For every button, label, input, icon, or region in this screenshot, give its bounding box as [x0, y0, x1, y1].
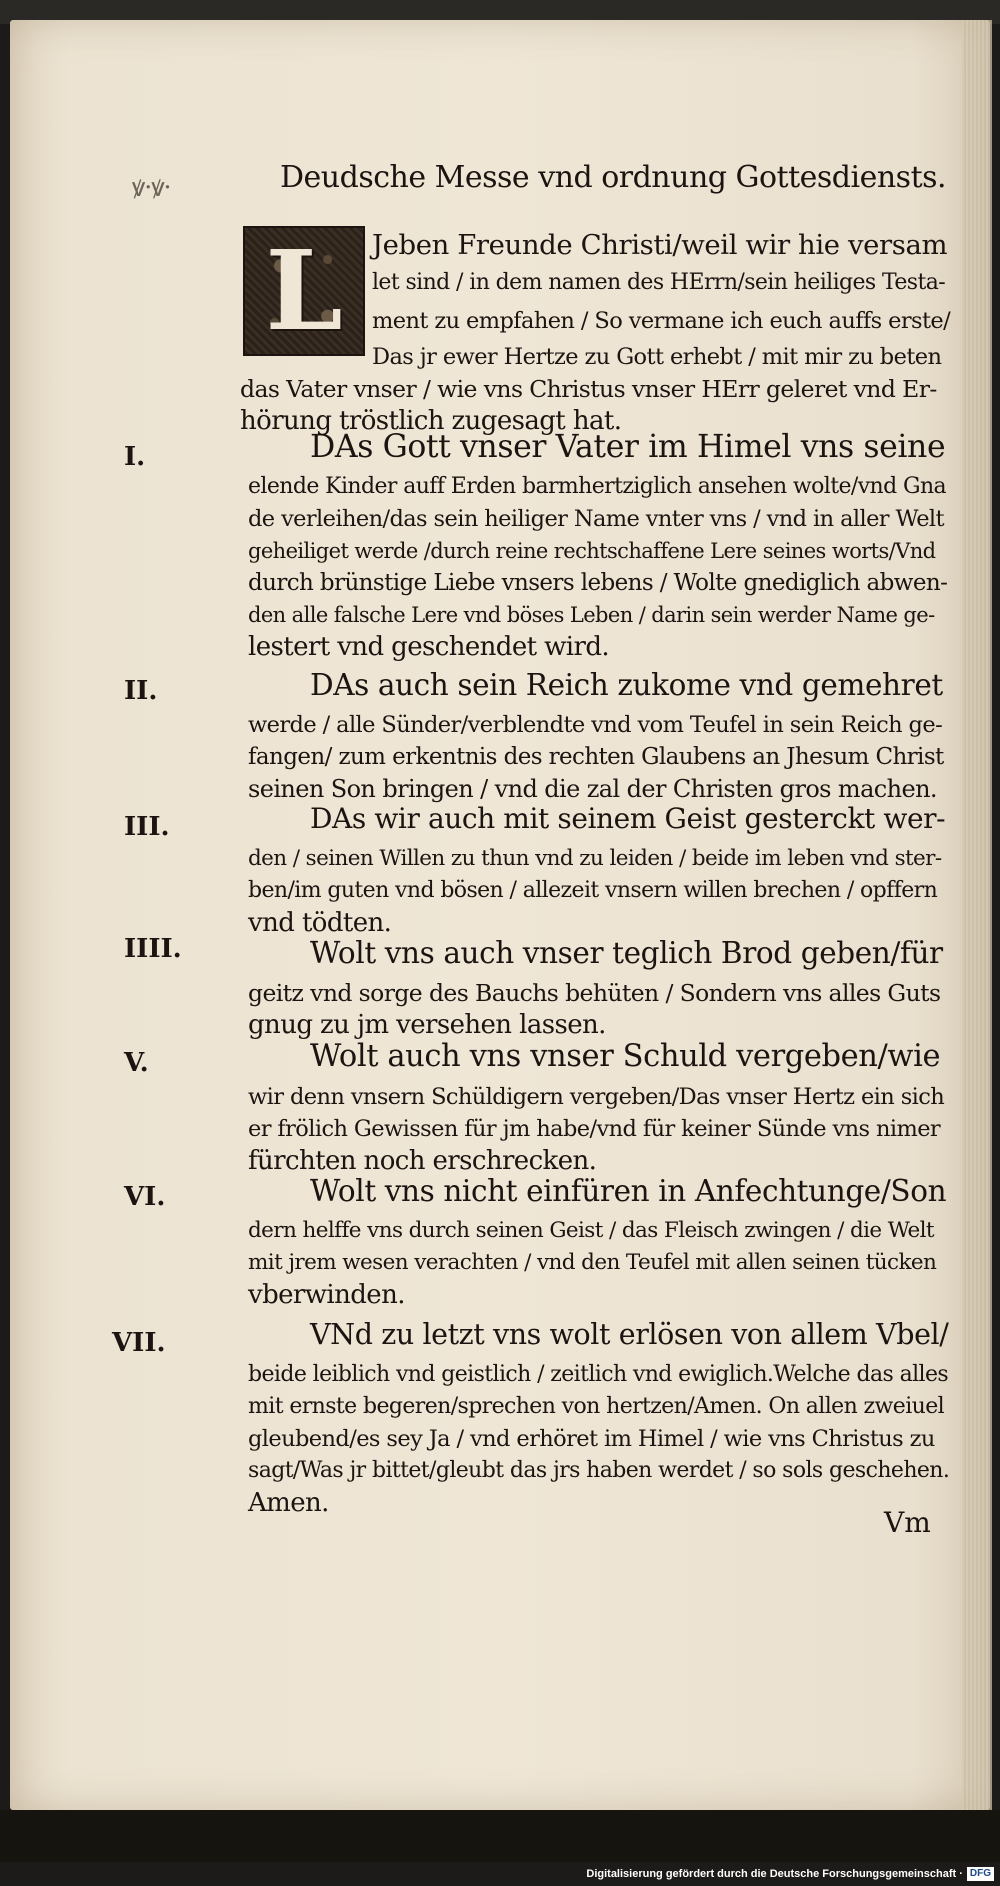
petition-numeral: VII.: [112, 1328, 166, 1358]
petition-line: geheiliget werde /durch reine rechtschaffene Lere seines worts/Vnd: [248, 539, 936, 563]
petition-line: ben/im guten vnd bösen / allezeit vnsern willen brechen / opffern: [248, 878, 938, 903]
petition-line: werde / alle Sünder/verblendte vnd vom Teufel in sein Reich ge-: [248, 712, 943, 738]
petition-numeral: III.: [124, 812, 170, 842]
petition-line: den / seinen Willen zu thun vnd zu leiden / beide im leben vnd ster-: [248, 846, 942, 871]
petition-line: sagt/Was jr bittet/gleubt das jrs haben werdet / so sols geschehen.: [248, 1458, 950, 1483]
page-title: Deudsche Messe vnd ordnung Gottesdiensts.: [280, 160, 947, 195]
intro-line: Jeben Freunde Christi/weil wir hie versam: [372, 229, 948, 261]
intro-line: das Vater vnser / wie vns Christus vnser HErr geleret vnd Er-: [240, 375, 937, 403]
petition-line: DAs Gott vnser Vater im Himel vns seine: [310, 429, 946, 465]
petition-line: vberwinden.: [248, 1280, 405, 1310]
dfg-logo: DFG: [967, 1867, 994, 1881]
credit-text: Digitalisierung gefördert durch die Deutsche Forschungsgemeinschaft ·: [586, 1868, 963, 1880]
petition-line: VNd zu letzt vns wolt erlösen von allem Vbel/: [310, 1318, 949, 1351]
intro-line: let sind / in dem namen des HErrn/sein heiliges Testa-: [372, 270, 946, 295]
petition-line: mit jrem wesen verachten / vnd den Teufel mit allen seinen tücken: [248, 1250, 937, 1275]
petition-line: wir denn vnsern Schüldigern vergeben/Das vnser Hertz ein sich: [248, 1084, 945, 1110]
petition-line: geitz vnd sorge des Bauchs behüten / Sondern vns alles Guts: [248, 979, 941, 1007]
petition-numeral: VI.: [124, 1182, 166, 1212]
petition-line: den alle falsche Lere vnd böses Leben / darin sein werder Name ge-: [248, 603, 935, 627]
petition-line: fürchten noch erschrecken.: [248, 1146, 597, 1176]
petition-numeral: II.: [124, 676, 158, 706]
petition-line: gleubend/es sey Ja / vnd erhöret im Himel / wie vns Christus zu: [248, 1426, 935, 1452]
petition-line: DAs auch sein Reich zukome vnd gemehret: [310, 668, 943, 702]
petition-line: beide leiblich vnd geistlich / zeitlich vnd ewiglich.Welche das alles: [248, 1362, 949, 1387]
petition-line: Wolt auch vns vnser Schuld vergeben/wie: [310, 1039, 941, 1074]
petition-line: lestert vnd geschendet wird.: [248, 632, 610, 662]
intro-line: ment zu empfahen / So vermane ich euch auffs erste/: [372, 308, 951, 334]
petition-line: fangen/ zum erkentnis des rechten Glaubens an Jhesum Christ: [248, 744, 944, 770]
intro-line: Das jr ewer Hertze zu Gott erhebt / mit mir zu beten: [372, 344, 942, 370]
digitization-credit: [586, 1864, 994, 1884]
petition-numeral: V.: [124, 1048, 149, 1078]
petition-line: elende Kinder auff Erden barmhertziglich ansehen wolte/vnd Gna: [248, 474, 947, 499]
petition-line: de verleihen/das sein heiliger Name vnter vns / vnd in aller Welt: [248, 506, 944, 532]
petition-numeral: IIII.: [124, 934, 182, 964]
petition-line: dern helffe vns durch seinen Geist / das Fleisch zwingen / die Welt: [248, 1218, 934, 1243]
petition-line: er frölich Gewissen für jm habe/vnd für keiner Sünde vns nimer: [248, 1116, 941, 1142]
petition-numeral: I.: [124, 442, 146, 472]
petition-line: vnd tödten.: [248, 908, 392, 938]
scan-background-bottom: [0, 1810, 1000, 1862]
petition-line: gnug zu jm versehen lassen.: [248, 1010, 606, 1040]
petition-line: Wolt vns auch vnser teglich Brod geben/für: [310, 936, 943, 970]
catchword: Vm: [884, 1506, 931, 1539]
petition-line: Wolt vns nicht einfüren in Anfechtunge/Son: [310, 1174, 947, 1208]
folio-mark: ꝟ·ꝟ·: [132, 173, 171, 203]
petition-line: durch brünstige Liebe vnsers lebens / Wolte gnediglich abwen-: [248, 570, 948, 596]
petition-line: DAs wir auch mit seinem Geist gesterckt wer-: [310, 802, 946, 835]
initial-letter: L: [265, 226, 343, 355]
petition-line: mit ernste begeren/sprechen von hertzen/Amen. On allen zweiuel: [248, 1394, 945, 1419]
petition-line: seinen Son bringen / vnd die zal der Christen gros machen.: [248, 775, 937, 803]
petition-line: Amen.: [248, 1488, 329, 1518]
intro-line: hörung tröstlich zugesagt hat.: [240, 406, 622, 436]
